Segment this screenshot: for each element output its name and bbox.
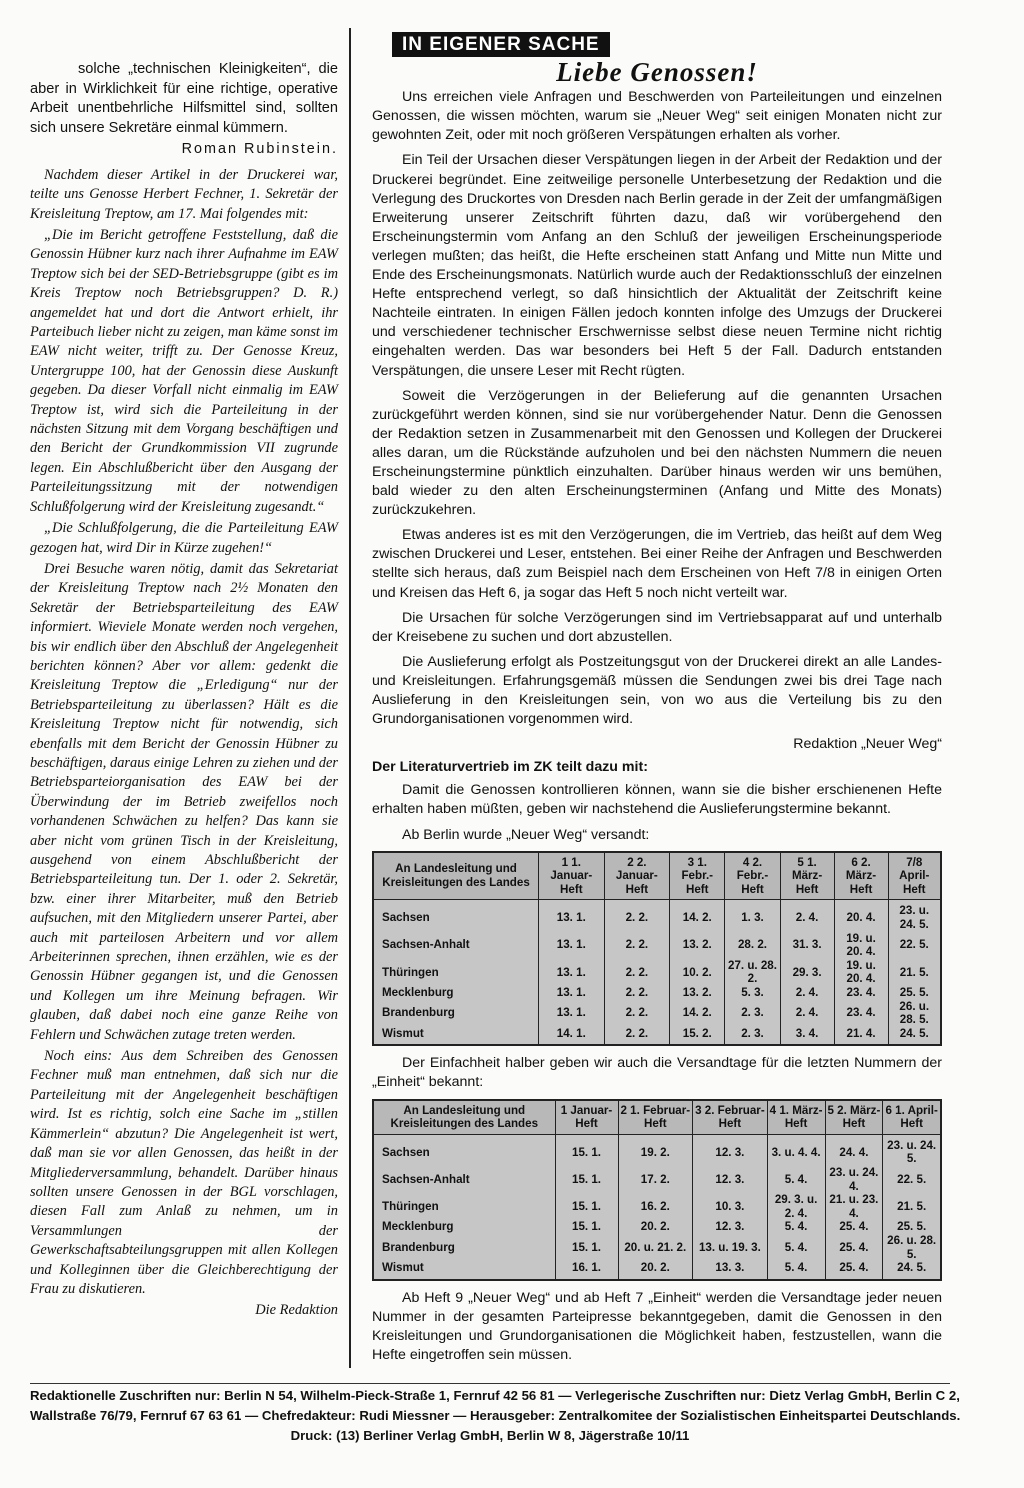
table-cell-date: 23. u. 24. 5. [883,1134,941,1166]
table-cell-date: 10. 3. [693,1193,768,1220]
salutation-heading: Liebe Genossen! [556,57,758,88]
table-cell-date: 5. 4. [767,1220,825,1234]
table-cell-date: 13. 2. [670,986,725,1000]
imprint-line-3: Druck: (13) Berliner Verlag GmbH, Berlin W 8, Jägerstraße 10/11 [290,1428,690,1443]
table-cell-date: 25. 5. [883,1220,941,1234]
table-cell-date: 2. 4. [780,986,834,1000]
table-cell-date: 1. 3. [725,900,780,932]
table-header: An Landesleitung und Kreisleitungen des Landes [373,1100,555,1135]
table-cell-date: 2. 2. [604,1027,670,1046]
table-cell-date: 13. 1. [539,986,605,1000]
author-signature: Roman Rubinstein. [181,141,338,158]
table-cell-date: 3. 4. [780,1027,834,1046]
table-cell-date: 13. 1. [539,932,605,959]
table-row [373,1166,941,1193]
table-cell-land: Mecklenburg [373,986,539,1000]
table-cell-date: 15. 1. [555,1166,618,1193]
left-column [30,60,338,1323]
table-cell-date: 2. 4. [780,900,834,932]
table-cell-land: Sachsen [373,900,539,932]
table-header: 4 2. Febr.-Heft [725,852,780,900]
table-cell-date: 15. 1. [555,1134,618,1166]
table-cell-date: 23. u. 24. 4. [825,1166,883,1193]
table-header-row [373,852,941,900]
right-paragraph-7: Damit die Genossen kontrollieren können, wann sie die bisher erschienenen Hefte erhalten haben müßten, geben wir nachstehend die Auslieferungstermine bekannt. [372,782,942,818]
right-paragraph-9: Der Einfachheit halber geben wir auch die Versandtage für die letzten Nummern der „Einheit“ bekannt: [372,1055,942,1091]
table-header: An Landesleitung und Kreisleitungen des Landes [373,852,539,900]
right-paragraph-2: Ein Teil der Ursachen dieser Verspätungen liegen in der Arbeit der Redaktion und der Druckerei begründet. Eine zeitweilige personelle Unterbesetzung der Redaktion und die Verlegung des Druckortes von Dresden nach Berlin gerade in der Zeit der umfangmäßigen Erweiterung unserer Zeitschrift führten dazu, daß wir vorübergehend den Erscheinungstermin vom Anfang an den Schluß der jeweiligen Erscheinungsperiode verlegen mußten; das heißt, die Hefte erscheinen statt Anfang und Mitte nun Mitte und Ende des Erscheinungsmonats. Natürlich wurde auch der Redaktionsschluß der einzelnen Hefte entsprechend verlegt, so daß hinsichtlich der Aktualität der Zeitschrift keine Nachteile eintraten. In einigen Fällen jedoch konnten infolge des Umzugs der Druckerei und verschiedener technischer Erschwernisse selbst diese neuen Termine nicht richtig eingehalten werden. Das war besonders bei Heft 5 der Fall. Dadurch entstanden Verspätungen, die unsere Leser mit Recht rügten. [372,152,942,379]
table-header: 1 1. Januar-Heft [539,852,605,900]
table-cell-date: 14. 1. [539,1027,605,1046]
table-cell-land: Mecklenburg [373,1220,555,1234]
table-row [373,959,941,986]
table-cell-date: 15. 1. [555,1193,618,1220]
table-row [373,986,941,1000]
table-cell-date: 13. 1. [539,900,605,932]
neuer-weg-table [372,851,942,1047]
right-paragraph-10: Ab Heft 9 „Neuer Weg“ und ab Heft 7 „Einheit“ werden die Versandtage jeder neuen Nummer in der gesamten Parteipresse bekanntgegeben, damit die Genossen in den Kreisleitungen und Grundorganisationen die Möglichkeit haben, festzustellen, wann die Hefte eingetroffen sein müssen. [372,1289,942,1363]
left-paragraph-1: Nachdem dieser Artikel in der Druckerei war, teilte uns Genosse Herbert Fechner, 1. Sekretär der Kreisleitung Treptow, am 17. Mai folgendes mit: [30,166,338,222]
table-cell-date: 24. 5. [888,1027,941,1046]
table-cell-date: 14. 2. [670,900,725,932]
table-header: 5 1. März-Heft [780,852,834,900]
intro-paragraph: solche „technischen Kleinigkeiten“, die aber in Wirklichkeit für eine richtige, operative Arbeit unentbehrliche Hilfsmittel sind, sollten sich unsere Sekretäre einmal kümmern. [30,61,338,136]
table-cell-land: Thüringen [373,959,539,986]
einheit-table [372,1099,942,1281]
table-cell-date: 23. u. 24. 5. [888,900,941,932]
left-paragraph-3: „Die Schlußfolgerung, die die Parteileitung EAW gezogen hat, wird Dir in Kürze zugehen!“ [30,520,338,556]
table-cell-date: 13. u. 19. 3. [693,1234,768,1261]
table-cell-date: 15. 1. [555,1234,618,1261]
right-paragraph-6: Die Auslieferung erfolgt als Postzeitungsgut von der Druckerei direkt an alle Landes- und Kreisleitungen. Erfahrungsgemäß müssen die Sendungen zwei bis drei Tage nach Auslieferung in den Kreisleitungen sein, von wo aus die Verteilung bis zu den Grundorganisationen vorgenommen wird. [372,653,942,728]
table-cell-date: 20. 2. [618,1261,693,1280]
table-cell-date: 15. 1. [555,1220,618,1234]
table-cell-date: 13. 1. [539,1000,605,1027]
table-cell-date: 20. 4. [834,900,888,932]
table-cell-date: 31. 3. [780,932,834,959]
table-row [373,1193,941,1220]
left-paragraph-5: Noch eins: Aus dem Schreiben des Genossen Fechner muß man entnehmen, daß sich nur die Parteileitung mit der Angelegenheit beschäftigen wird. Ist es richtig, solch eine Sache im „stillen Kämmerlein“ abzutun? Die Angelegenheit ist wert, daß man sie vor allen Genossen, das heißt in der Mitgliederversammlung, behandelt. Darüber hinaus sollten unsere Genossen in der BGL vorschlagen, diesen Fall zum Anlaß zu nehmen, um in Versammlungen der Gewerkschaftsabteilungsgruppen mit allen Kollegen und Kolleginnen über die Gleichberechtigung der Frau zu diskutieren. [30,1048,338,1297]
table-cell-date: 13. 2. [670,932,725,959]
table-cell-date: 17. 2. [618,1166,693,1193]
table-cell-date: 2. 2. [604,986,670,1000]
editorial-signature: Die Redaktion [255,1302,338,1319]
table-cell-date: 25. 4. [825,1220,883,1234]
table-row [373,1027,941,1046]
table-header: 3 1. Febr.-Heft [670,852,725,900]
table-cell-land: Thüringen [373,1193,555,1220]
table-cell-land: Brandenburg [373,1000,539,1027]
table-header: 4 1. März-Heft [767,1100,825,1135]
table-cell-date: 14. 2. [670,1000,725,1027]
table-cell-date: 23. 4. [834,986,888,1000]
table-header: 2 2. Januar-Heft [604,852,670,900]
table-row [373,1000,941,1027]
table-body [373,900,941,1045]
table-row [373,932,941,959]
table-cell-date: 23. 4. [834,1000,888,1027]
table-cell-date: 25. 4. [825,1234,883,1261]
table-cell-date: 2. 2. [604,959,670,986]
table-cell-date: 21. 4. [834,1027,888,1046]
table-cell-date: 27. u. 28. 2. [725,959,780,986]
table-cell-date: 2. 3. [725,1027,780,1046]
table-cell-date: 15. 2. [670,1027,725,1046]
literaturvertrieb-subhead: Der Literaturvertrieb im ZK teilt dazu mit: [372,759,648,776]
table-cell-date: 2. 2. [604,900,670,932]
table-cell-land: Sachsen [373,1134,555,1166]
table-header: 2 1. Februar-Heft [618,1100,693,1135]
table-cell-date: 19. 2. [618,1134,693,1166]
table-cell-date: 21. u. 23. 4. [825,1193,883,1220]
table-cell-date: 12. 3. [693,1166,768,1193]
table-header: 6 1. April-Heft [883,1100,941,1135]
table-header: 6 2. März-Heft [834,852,888,900]
table-row [373,1261,941,1280]
table-cell-land: Wismut [373,1027,539,1046]
table-row [373,1220,941,1234]
table-cell-date: 5. 3. [725,986,780,1000]
table-cell-date: 28. 2. [725,932,780,959]
table-cell-date: 2. 2. [604,1000,670,1027]
table-cell-date: 25. 5. [888,986,941,1000]
table-cell-date: 19. u. 20. 4. [834,932,888,959]
table-cell-date: 13. 3. [693,1261,768,1280]
table-cell-date: 5. 4. [767,1261,825,1280]
table-cell-date: 21. 5. [883,1193,941,1220]
column-divider [349,28,351,1368]
table-cell-date: 12. 3. [693,1220,768,1234]
table-cell-date: 26. u. 28. 5. [888,1000,941,1027]
section-banner: IN EIGENER SACHE [392,32,610,57]
table-cell-date: 26. u. 28. 5. [883,1234,941,1261]
left-paragraph-2: „Die im Bericht getroffene Feststellung, daß die Genossin Hübner kurz nach ihrer Aufnahme im EAW Treptow sich bei der SED-Betriebsgruppe (gibt es im Kreis Treptow noch Betriebsgruppen? D. R.) angemeldet hat und dort die Antwort erhielt, ihr Parteibuch lieber nicht zu zeigen, man käme sonst im EAW nicht weiter, trifft zu. Der Genosse Kreuz, Untergruppe 100, hat der Genossin diese Auskunft gegeben. Da dieser Vorfall nicht einmalig im EAW Treptow ist, wird sich die Parteileitung in der nächsten Sitzung mit dem Vorgang beschäftigen und den Bericht der Grundkommission VII zugrunde legen. Ein Abschlußbericht über den Ausgang der Parteileitungssitzung mit der notwendigen Schlußfolgerung wird der Kreisleitung zugesandt.“ [30,227,338,515]
table-header-row [373,1100,941,1135]
table-cell-date: 19. u. 20. 4. [834,959,888,986]
table-cell-date: 29. 3. u. 2. 4. [767,1193,825,1220]
table-cell-date: 13. 1. [539,959,605,986]
table-header: 5 2. März-Heft [825,1100,883,1135]
table-cell-date: 20. u. 21. 2. [618,1234,693,1261]
table-header: 1 Januar-Heft [555,1100,618,1135]
table-body [373,1134,941,1279]
table-cell-date: 21. 5. [888,959,941,986]
table-header: 3 2. Februar-Heft [693,1100,768,1135]
right-column [372,32,942,1371]
imprint-footer [30,1383,961,1446]
imprint-line-2: Wallstraße 76/79, Fernruf 67 63 61 — Chefredakteur: Rudi Miessner — Herausgeber: Zentralkomitee der Sozialistischen Einheitspartei Deutschlands. [30,1408,961,1423]
right-paragraph-1: Uns erreichen viele Anfragen und Beschwerden von Parteileitungen und einzelnen Genossen, die wissen möchten, warum sie „Neuer Weg“ seit einigen Monaten nicht zur gewohnten Zeit, oder mit noch größeren Verspätungen erhalten als vorher. [372,89,942,144]
left-paragraph-4: Drei Besuche waren nötig, damit das Sekretariat der Kreisleitung Treptow nach 2½ Monaten den Sekretär der Betriebsparteileitung des EAW informiert. Wieviele Monate werden noch vergehen, bis wir endlich über den Abschluß der Angelegenheit berichten können? Aber vor allem: gedenkt die Kreisleitung Treptow die „Erledigung“ nur der Betriebsparteileitung zu überlassen? Hält es die Kreisleitung Treptow nicht für notwendig, sich ebenfalls mit dem Bericht der Genossin Hübner zu beschäftigen, daraus einige Lehren zu ziehen und der Betriebsparteiorganisation des EAW bei der Überwindung der im Betrieb zweifellos noch vorhandenen Schwächen zu helfen? Das kann sie aber nicht vom grünen Tisch in der Kreisleitung, ausgehend von einem Abschlußbericht der Betriebsparteileitung tun. Der 1. oder 2. Sekretär, bzw. einer ihrer Mitarbeiter, muß den Betrieb aufsuchen, mit den Mitgliedern unserer Partei, aber auch mit parteilosen Arbeitern und vor allem Arbeiterinnen sprechen, ihnen erzählen, wie es der Genossin Hübner gegangen ist, und die Genossen und Kollegen um ihre Meinung befragen. Wir glauben, daß dabei noch eine ganze Reihe von Fehlern und Schwächen zutage treten werden. [30,560,338,1043]
right-paragraph-4: Etwas anderes ist es mit den Verzögerungen, die im Vertrieb, das heißt auf dem Weg zwischen Druckerei und Leser, entstehen. Bei einer Reihe der Anfragen und Beschwerden stellte sich heraus, daß zum Beispiel nach dem Erscheinen von Heft 7/8 in einigen Orten und Kreisen das Heft 6, ja sogar das Heft 5 noch nicht verteilt war. [372,527,942,601]
right-paragraph-3: Soweit die Verzögerungen in der Belieferung auf die genannten Ursachen zurückgeführt werden können, sind sie nur vorübergehender Natur. Denn die Genossen der Redaktion setzen in Zusammenarbeit mit den Genossen und Kollegen der Druckerei alles daran, um die Rückstände aufzuholen und bei den nächsten Nummern die neuen Erscheinungstermine pünktlich einzuhalten. Darüber hinaus werden wir uns bemühen, bald wieder zu den alten Erscheinungsterminen (Anfang und Mitte des Monats) zurückzukehren. [372,387,942,519]
right-paragraph-5: Die Ursachen für solche Verzögerungen sind im Vertriebsapparat auf und unterhalb der Kreisebene zu suchen und dort abzustellen. [372,609,942,645]
table-cell-date: 2. 4. [780,1000,834,1027]
table-cell-date: 22. 5. [883,1166,941,1193]
table-cell-date: 3. u. 4. 4. [767,1134,825,1166]
redaktion-signature: Redaktion „Neuer Weg“ [793,736,942,753]
table-cell-land: Wismut [373,1261,555,1280]
table-row [373,1134,941,1166]
table-cell-date: 22. 5. [888,932,941,959]
table-cell-land: Brandenburg [373,1234,555,1261]
table-row [373,900,941,932]
table-cell-date: 5. 4. [767,1166,825,1193]
table-cell-date: 10. 2. [670,959,725,986]
table-cell-date: 5. 4. [767,1234,825,1261]
einheit-schedule [372,1099,942,1281]
table-cell-date: 25. 4. [825,1261,883,1280]
table-cell-date: 16. 2. [618,1193,693,1220]
table-header: 7/8 April-Heft [888,852,941,900]
neuer-weg-schedule [372,851,942,1047]
table-cell-land: Sachsen-Anhalt [373,932,539,959]
right-paragraph-8: Ab Berlin wurde „Neuer Weg“ versandt: [402,826,650,843]
table-cell-date: 2. 2. [604,932,670,959]
table-cell-date: 20. 2. [618,1220,693,1234]
table-cell-land: Sachsen-Anhalt [373,1166,555,1193]
table-cell-date: 24. 4. [825,1134,883,1166]
table-cell-date: 16. 1. [555,1261,618,1280]
table-row [373,1234,941,1261]
imprint-line-1: Redaktionelle Zuschriften nur: Berlin N 54, Wilhelm-Pieck-Straße 1, Fernruf 42 56 81 — Verlegerische Zuschriften nur: Dietz Verlag GmbH, Berlin C 2, [30,1388,960,1403]
table-cell-date: 29. 3. [780,959,834,986]
table-cell-date: 24. 5. [883,1261,941,1280]
table-cell-date: 2. 3. [725,1000,780,1027]
table-cell-date: 12. 3. [693,1134,768,1166]
